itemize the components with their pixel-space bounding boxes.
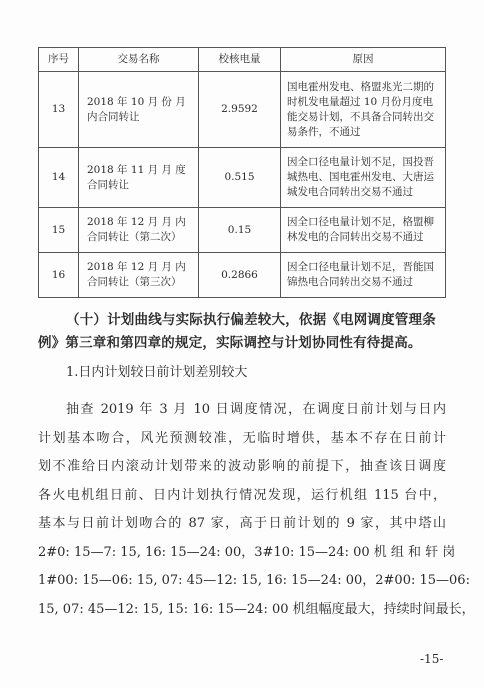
table-header-row: [39, 48, 446, 72]
row-reason: 因全口径电量计划不足，国投晋城热电、国电霍州发电、大唐运城发电合同转出交易不通过: [281, 148, 446, 208]
paragraph-line: 划不准给日内滚动计划带来的波动影响的前提下，抽查该日调度: [38, 459, 446, 474]
row-trade-name: 2018 年 12 月 月 内合同转让（第三次）: [79, 253, 199, 298]
row-check-quantity: 0.15: [199, 208, 281, 253]
subsection-heading: 1.日内计划较日前计划差别较大: [66, 365, 248, 380]
paragraph-line: 1#00: 15—06: 15, 07: 45—12: 15, 16: 15—24: 00，2#00: 15—06:: [38, 573, 470, 588]
row-reason: 因全口径电量计划不足，晋能国锦热电合同转出交易不通过: [281, 253, 446, 298]
paragraph-line: 15, 07: 45—12: 15, 15: 16: 15—24: 00 机组幅度最大，持续时间最长，: [38, 601, 475, 617]
paragraph-line: 各火电机组日前、日内计划执行情况发现，运行机组 115 台中，: [38, 487, 446, 503]
table-row: [39, 72, 446, 148]
row-check-quantity: 0.2866: [199, 253, 281, 298]
row-serial: 13: [39, 72, 79, 148]
header-serial: 序号: [39, 48, 79, 72]
header-trade-name: 交易名称: [79, 48, 199, 72]
trade-table: [38, 47, 446, 298]
table-row: [39, 148, 446, 208]
row-trade-name: 2018 年 12 月 月 内合同转让（第二次）: [79, 208, 199, 253]
section-heading: （十）计划曲线与实际执行偏差较大，依据《电网调度管理条例》第三章和第四章的规定，实际调控与计划协同性有待提高。: [38, 312, 436, 351]
paragraph-line: 抽查 2019 年 3 月 10 日调度情况，在调度日前计划与日内: [66, 402, 446, 417]
header-check-quantity: 校核电量: [199, 48, 281, 72]
row-trade-name: 2018 年 10 月 份 月内合同转让: [79, 72, 199, 148]
row-reason: 国电霍州发电、格盟兆光二期的时机发电量超过 10 月份月度电能交易计划，不具备合同转出交易条件，不通过: [281, 72, 446, 148]
row-check-quantity: 2.9592: [199, 72, 281, 148]
row-serial: 14: [39, 148, 79, 208]
row-serial: 16: [39, 253, 79, 298]
row-serial: 15: [39, 208, 79, 253]
body-paragraph: [38, 396, 475, 624]
paragraph-line: 计划基本吻合，风光预测较准，无临时增供，基本不存在日前计: [38, 430, 446, 446]
row-check-quantity: 0.515: [199, 148, 281, 208]
table-row: [39, 253, 446, 298]
row-trade-name: 2018 年 11 月 月 度合同转让: [79, 148, 199, 208]
row-reason: 因全口径电量计划不足，格盟柳林发电的合同转出交易不通过: [281, 208, 446, 253]
paragraph-line: 2#0: 15—7: 15, 16: 15—24: 00，3#10: 15—24: 00 机 组 和 轩 岗: [38, 544, 456, 560]
page-number: -15-: [420, 652, 444, 666]
paragraph-line: 基本与日前计划吻合的 87 家，高于日前计划的 9 家，其中塔山: [38, 516, 446, 531]
header-reason: 原因: [281, 48, 446, 72]
table-row: [39, 208, 446, 253]
